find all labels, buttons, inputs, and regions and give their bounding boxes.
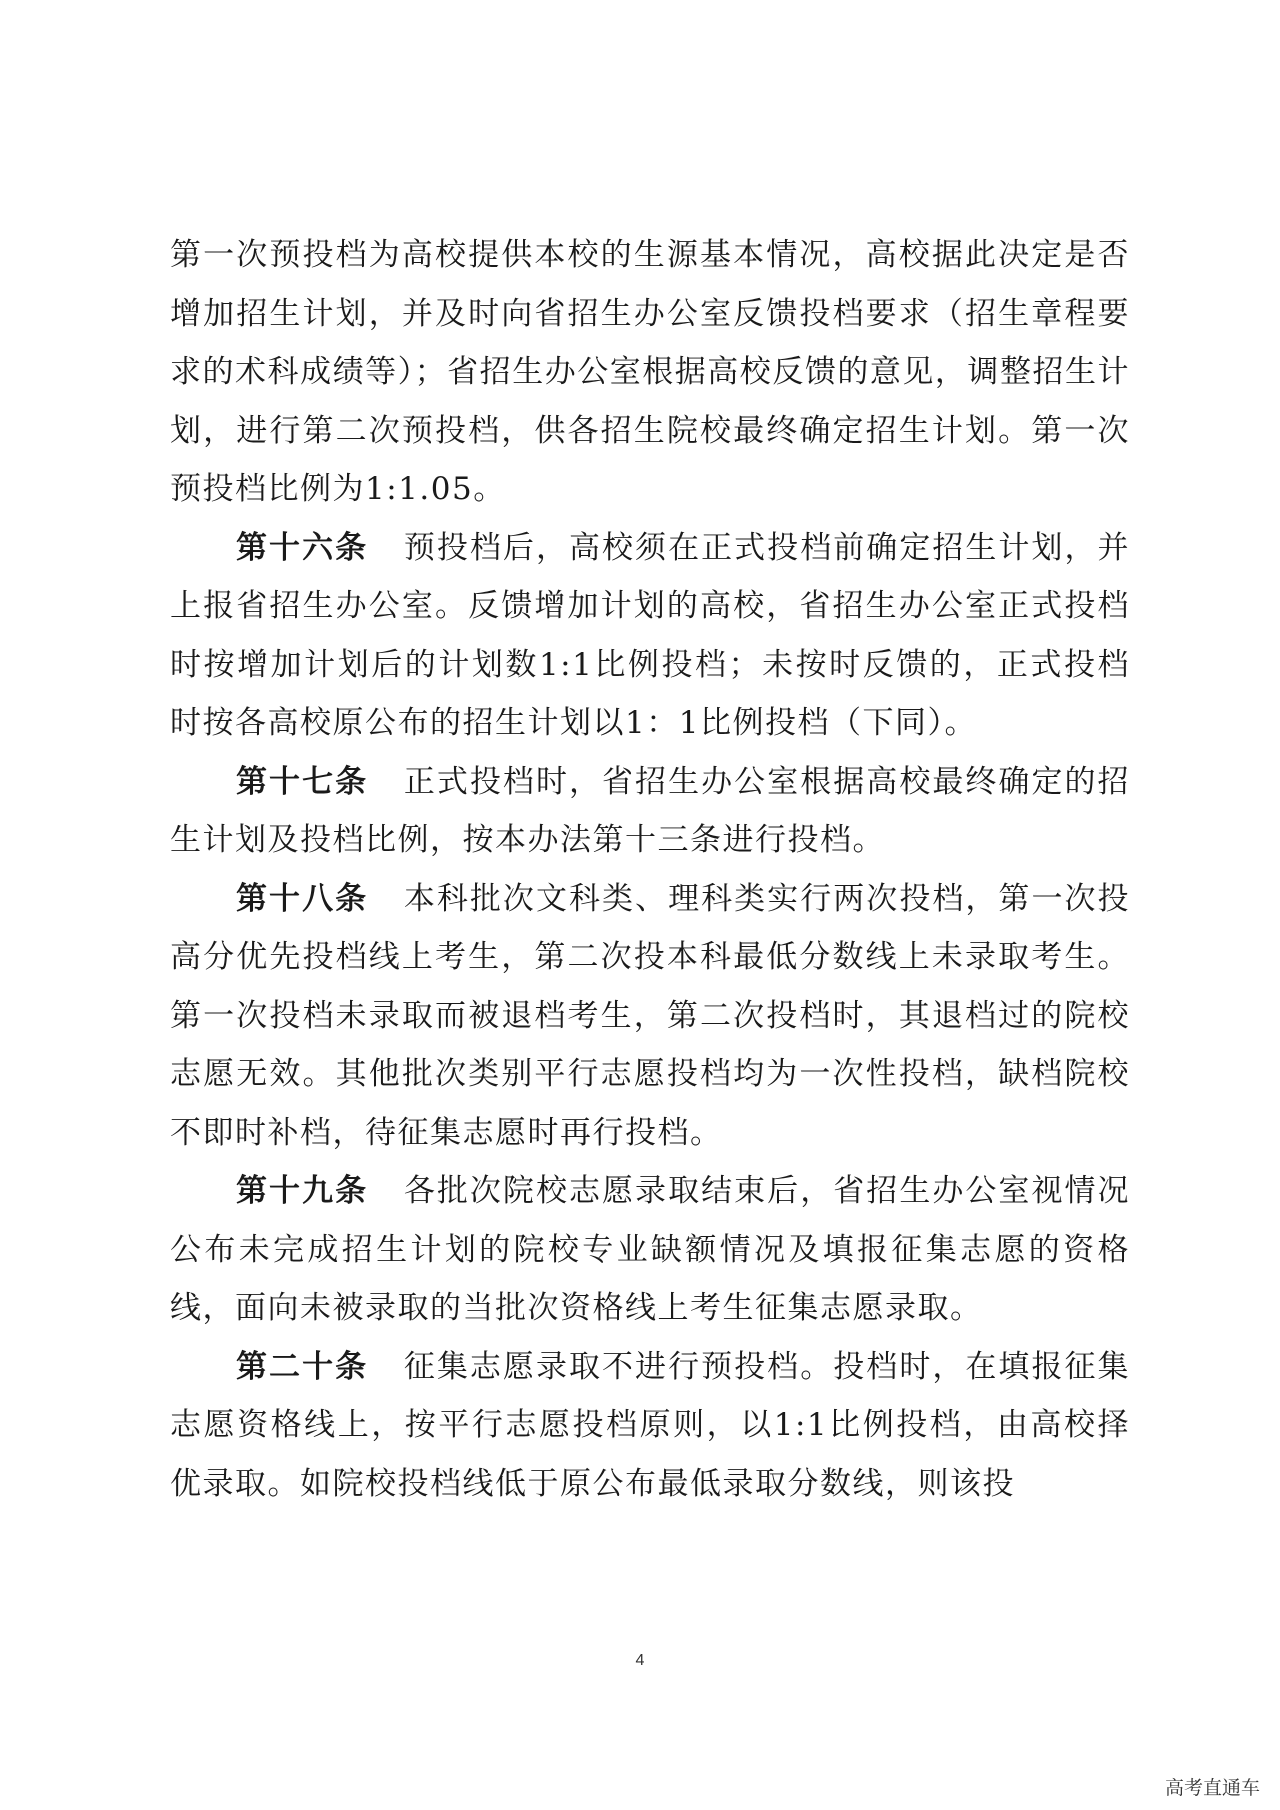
article-heading: 第十九条	[236, 1173, 369, 1209]
article-text: 预投档后，高校须在正式投档前确定招生计划，并上报省招生办公室。反馈增加计划的高校，省招生办公室正式投档时按增加计划后的计划数1:1比例投档；未按时反馈的，正式投档时按各高校原公布的招生计划以1：1比例投档（下同）。	[170, 529, 1131, 741]
paragraph-continuation	[170, 226, 1130, 519]
article-20	[170, 1338, 1130, 1514]
article-17	[170, 753, 1130, 870]
article-heading: 第十八条	[236, 880, 369, 917]
article-19	[170, 1162, 1130, 1338]
page-number: 4	[635, 1652, 645, 1669]
article-text: 正式投档时，省招生办公室根据高校最终确定的招生计划及投档比例，按本办法第十三条进行投档。	[170, 763, 1131, 858]
document-body	[170, 226, 1130, 1513]
article-heading: 第二十条	[236, 1348, 369, 1385]
article-text: 征集志愿录取不进行预投档。投档时，在填报征集志愿资格线上，按平行志愿投档原则，以1:1比例投档，由高校择优录取。如院校投档线低于原公布最低录取分数线，则该投	[170, 1348, 1131, 1502]
article-18	[170, 870, 1130, 1163]
watermark-text: 高考直通车	[1164, 1777, 1260, 1799]
article-16	[170, 519, 1130, 753]
article-heading: 第十六条	[236, 529, 369, 566]
article-text: 本科批次文科类、理科类实行两次投档，第一次投高分优先投档线上考生，第二次投本科最低分数线上未录取考生。第一次投档未录取而被退档考生，第二次投档时，其退档过的院校志愿无效。其他批次类别平行志愿投档均为一次性投档，缺档院校不即时补档，待征集志愿时再行投档。	[170, 880, 1131, 1151]
article-text: 各批次院校志愿录取结束后，省招生办公室视情况公布未完成招生计划的院校专业缺额情况及填报征集志愿的资格线，面向未被录取的当批次资格线上考生征集志愿录取。	[170, 1173, 1131, 1326]
paragraph-text: 第一次预投档为高校提供本校的生源基本情况，高校据此决定是否增加招生计划，并及时向省招生办公室反馈投档要求（招生章程要求的术科成绩等）；省招生办公室根据高校反馈的意见，调整招生计划，进行第二次预投档，供各招生院校最终确定招生计划。第一次预投档比例为1:1.05。	[170, 237, 1130, 507]
article-heading: 第十七条	[236, 763, 369, 800]
